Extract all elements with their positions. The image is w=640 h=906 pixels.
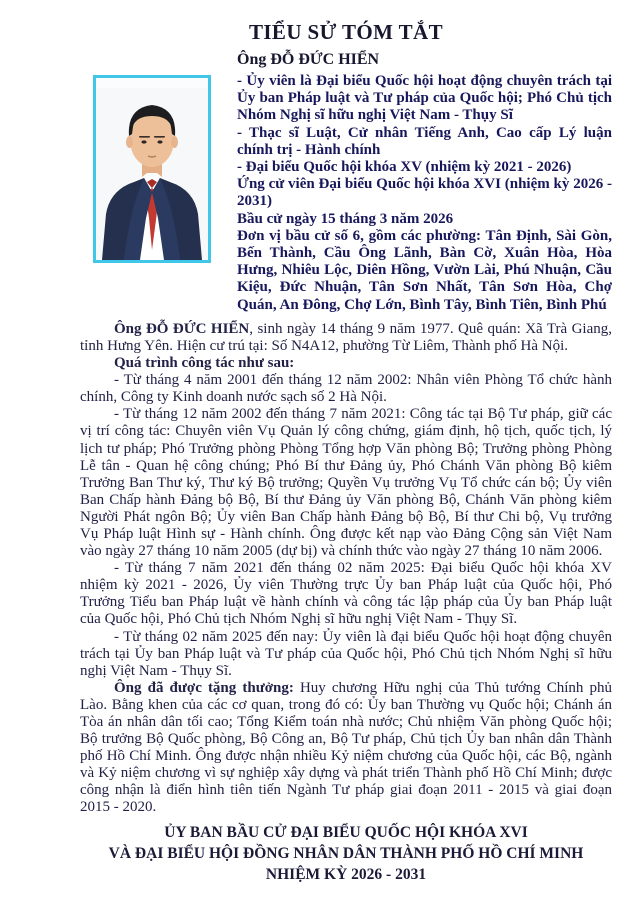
profile-line-role: - Ủy viên là Đại biểu Quốc hội hoạt động chuyên trách tại Ủy ban Pháp luật và Tư pháp của Quốc hội; Phó Chủ tịch Nhóm Nghị sĩ hữu nghị Việt Nam - Thụy Sĩ — [237, 73, 612, 124]
bio-rest: , sinh ngày 14 tháng 9 năm 1977. Quê quán: Xã Trà Giang, tỉnh Hưng Yên. Hiện cư trú tại: Số N4A12, phường Từ Liêm, Thành phố Hà Nội. — [80, 320, 612, 354]
profile-line-election-date: Bầu cử ngày 15 tháng 3 năm 2026 — [237, 210, 454, 227]
profile-line-candidate-xvi: Ứng cử viên Đại biểu Quốc hội khóa XVI (nhiệm kỳ 2026 - 2031) — [237, 176, 612, 210]
profile-line-constituency: Đơn vị bầu cử số 6, gồm các phường: Tân Định, Sài Gòn, Bến Thành, Cầu Ông Lãnh, Bàn Cờ, Xuân Hòa, Hòa Hưng, Nhiêu Lộc, Diên Hồng, Vườn Lài, Phú Nhuận, Cầu Kiệu, Đức Nhuận, Tân Sơn Nhất, Tân Sơn Hòa, Chợ Quán, An Đông, Chợ Lớn, Bình Tây, Bình Tiên, Bình Phú — [237, 227, 612, 313]
career-item-2002-2021: - Từ tháng 12 năm 2002 đến tháng 7 năm 2021: Công tác tại Bộ Tư pháp, giữ các vị trí công tác: Chuyên viên Vụ Quản lý công chứng, giám định, hộ tịch, quốc tịch, lý lịch tư pháp; Phó Trưởng phòng Phòng Tổng hợp Văn phòng Bộ; Trưởng phòng Phòng Lễ tân - Quan hệ công chúng; Phó Bí thư Đảng ủy, Phó Chánh Văn phòng Bộ kiêm Trưởng Ban Thư ký, Thư ký Bộ trưởng; Quyền Vụ trưởng Vụ Tổ chức cán bộ; Ủy viên Ban Chấp hành Đảng bộ Bộ, Bí thư Đảng ủy Văn phòng Bộ, Chánh Văn phòng kiêm Người Phát ngôn Bộ; Ủy viên Ban Chấp hành Đảng bộ Bộ, Bí thư Chi bộ, Vụ trưởng Vụ Pháp luật Hình sự - Hành chính. Ông được kết nạp vào Đảng Cộng sản Việt Nam vào ngày 27 tháng 10 năm 2005 (dự bị) và chính thức vào ngày 27 tháng 10 năm 2006. — [80, 406, 612, 560]
awards-rest: Huy chương Hữu nghị của Thủ tướng Chính phủ Lào. Bằng khen của các cơ quan, trong đó có: Ủy ban Thường vụ Quốc hội; Chánh án Tòa án nhân dân tối cao; Tổng Kiểm toán nhà nước; Chủ nhiệm Văn phòng Quốc hội; Bộ trưởng Bộ Quốc phòng, Bộ Công an, Bộ Tư pháp, Chủ tịch Ủy ban nhân dân Thành phố Hồ Chí Minh. Ông được nhận nhiều Kỷ niệm chương của Quốc hội, các Bộ, ngành và Kỷ niệm chương vì sự nghiệp xây dựng và phát triển Thành phố Hồ Chí Minh; được công nhận là điển hình tiên tiến Ngành Tư pháp giai đoạn 2011 - 2015 và giai đoạn 2015 - 2020. — [80, 679, 612, 816]
career-item-2025-now: - Từ tháng 02 năm 2025 đến nay: Ủy viên là đại biểu Quốc hội hoạt động chuyên trách tại Ủy ban Pháp luật và Tư pháp của Quốc hội, Phó Chủ tịch Nhóm Nghị sĩ hữu nghị Việt Nam - Thụy Sĩ. — [80, 628, 612, 679]
awards-paragraph — [80, 680, 612, 817]
footer-line-council: VÀ ĐẠI BIỂU HỘI ĐỒNG NHÂN DÂN THÀNH PHỐ HỒ CHÍ MINH — [108, 844, 584, 862]
awards-lead-bold: Ông đã được tặng thưởng: — [114, 679, 294, 696]
profile-summary — [237, 73, 612, 314]
portrait-photo — [93, 75, 211, 263]
portrait-photo-image — [96, 78, 208, 260]
footer-block — [80, 822, 612, 885]
page-title: TIỂU SỬ TÓM TẮT — [248, 20, 444, 44]
career-item-2021-2025: - Từ tháng 7 năm 2021 đến tháng 02 năm 2025: Đại biểu Quốc hội khóa XV nhiệm kỳ 2021 - 2026, Ủy viên Thường trực Ủy ban Pháp luật của Quốc hội, Phó Trưởng Tiểu ban Pháp luật về hành chính và công tác lập pháp của Ủy ban Pháp luật của Quốc hội, Phó Chủ tịch Nhóm Nghị sĩ hữu nghị Việt Nam - Thụy Sĩ. — [80, 560, 612, 628]
footer-line-term: NHIỆM KỲ 2026 - 2031 — [265, 865, 427, 883]
footer-line-committee: ỦY BAN BẦU CỬ ĐẠI BIỂU QUỐC HỘI KHÓA XVI — [164, 823, 528, 841]
career-heading: Quá trình công tác như sau: — [114, 355, 295, 372]
profile-line-deputy-xv: - Đại biểu Quốc hội khóa XV (nhiệm kỳ 2021 - 2026) — [237, 159, 572, 176]
bio-name-bold: Ông ĐỖ ĐỨC HIỂN — [114, 320, 250, 337]
body-section — [80, 321, 612, 817]
hero-section — [80, 73, 612, 314]
candidate-name-heading: Ông ĐỖ ĐỨC HIỂN — [237, 51, 380, 68]
bio-paragraph — [80, 321, 612, 355]
profile-line-education: - Thạc sĩ Luật, Cử nhân Tiếng Anh, Cao cấp Lý luận chính trị - Hành chính — [237, 124, 612, 158]
career-item-2001-2002: - Từ tháng 4 năm 2001 đến tháng 12 năm 2002: Nhân viên Phòng Tổ chức hành chính, Công ty Kinh doanh nước sạch số 2 Hà Nội. — [80, 372, 612, 406]
